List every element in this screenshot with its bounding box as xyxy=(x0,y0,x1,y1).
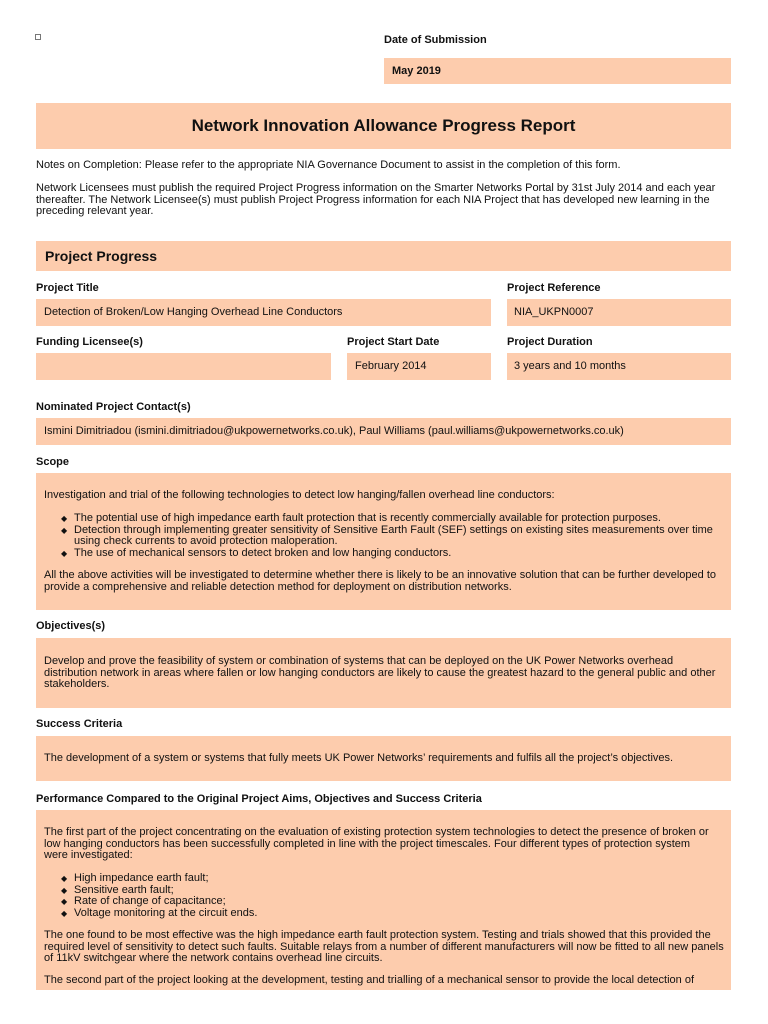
performance-item-text: Rate of change of capacitance; xyxy=(74,895,226,907)
project-start-date-field xyxy=(347,353,491,380)
nominated-contact-value: Ismini Dimitriadou (ismini.dimitriadou@ukpowernetworks.co.uk), Paul Williams (paul.williams@ukpowernetworks.co.uk) xyxy=(44,425,624,437)
performance-item-text: Voltage monitoring at the circuit ends. xyxy=(74,906,258,919)
bullet-icon: ◆ xyxy=(61,885,68,895)
bullet-icon: ◆ xyxy=(61,897,68,906)
success-criteria-label: Success Criteria xyxy=(36,718,123,730)
list-item xyxy=(36,908,721,920)
objectives-label: Objectives(s) xyxy=(36,620,106,632)
nominated-contact-field xyxy=(36,418,731,445)
scope-item-text: The use of mechanical sensors to detect broken and low hanging conductors. xyxy=(74,546,452,559)
corner-marker xyxy=(35,34,41,40)
performance-para-3: The second part of the project looking at the development, testing and trialling of a mechanical sensor to provide the local detection of xyxy=(44,974,695,986)
project-title-label: Project Title xyxy=(36,282,99,294)
project-reference-value: NIA_UKPN0007 xyxy=(514,306,594,318)
list-item xyxy=(36,525,721,548)
performance-list xyxy=(36,873,721,919)
project-start-date-value: February 2014 xyxy=(355,360,427,372)
performance-item-text: Sensitive earth fault; xyxy=(74,883,174,896)
project-reference-field xyxy=(507,299,731,326)
objectives-box xyxy=(36,638,731,708)
project-reference-label: Project Reference xyxy=(507,282,601,294)
project-duration-value: 3 years and 10 months xyxy=(514,360,626,372)
scope-outro: All the above activities will be investigated to determine whether there is likely to be an innovative solution that can be further developed to provide a comprehensive and reliable detection method for deployment on distribution networks. xyxy=(44,569,717,593)
bullet-icon: ◆ xyxy=(61,514,68,523)
project-start-date-label: Project Start Date xyxy=(347,336,440,348)
performance-para-2: The one found to be most effective was the high impedance earth fault protection system. Testing and trials showed that this provided the required level of sensitivity to detect such faults. Suitable relays from a number of different manufacturers will now be fitted to all new panels of 11kV switchgear where the network contains overhead line circuits. xyxy=(44,929,724,964)
project-progress-banner xyxy=(36,241,731,271)
performance-box xyxy=(36,810,731,990)
bullet-icon: ◆ xyxy=(61,548,68,558)
project-duration-field xyxy=(507,353,731,380)
performance-label: Performance Compared to the Original Project Aims, Objectives and Success Criteria xyxy=(36,793,482,805)
performance-para-1: The first part of the project concentrating on the evaluation of existing protection system technologies to detect the presence of broken or low hanging conductors has been successfully completed in line with the project timescales. Four different types of protection system were investigated: xyxy=(44,826,709,861)
bullet-icon: ◆ xyxy=(61,908,68,918)
scope-item-text: Detection through implementing greater sensitivity of Sensitive Earth Fault (SEF) settings on existing sites measurements over time using check currents to avoid protection maloperation. xyxy=(74,523,713,547)
date-of-submission-label: Date of Submission xyxy=(384,34,487,46)
report-title: Network Innovation Allowance Progress Report xyxy=(191,116,576,135)
performance-item-text: High impedance earth fault; xyxy=(74,872,209,884)
project-title-value: Detection of Broken/Low Hanging Overhead Line Conductors xyxy=(44,306,343,318)
scope-label: Scope xyxy=(36,456,70,468)
list-item xyxy=(36,548,721,560)
scope-box xyxy=(36,473,731,610)
date-of-submission-field xyxy=(384,58,731,84)
notes-line-1: Notes on Completion: Please refer to the appropriate NIA Governance Document to assist in the completion of this form. xyxy=(36,159,621,171)
scope-list xyxy=(36,513,721,559)
objectives-text: Develop and prove the feasibility of system or combination of systems that can be deployed on the UK Power Networks overhead distribution network in areas where fallen or low hanging conductors are likely to cause the greatest hazard to the general public and other stakeholders. xyxy=(44,655,716,690)
scope-item-text: The potential use of high impedance earth fault protection that is recently commercially available for protection purposes. xyxy=(74,512,661,524)
bullet-icon: ◆ xyxy=(61,874,68,883)
notes-line-2: Network Licensees must publish the required Project Progress information on the Smarter Networks Portal by 31st July 2014 and each year thereafter. The Network Licensee(s) must publish Project Progress information for each NIA Project that has developed new learning in the preceding relevant year. xyxy=(36,182,716,217)
project-duration-label: Project Duration xyxy=(507,336,593,348)
success-criteria-box xyxy=(36,736,731,781)
success-criteria-text: The development of a system or systems that fully meets UK Power Networks’ requirements and fulfils all the project’s objectives. xyxy=(44,752,674,764)
nominated-contact-label: Nominated Project Contact(s) xyxy=(36,401,191,413)
bullet-icon: ◆ xyxy=(61,525,68,535)
project-progress-heading: Project Progress xyxy=(45,248,158,264)
scope-intro: Investigation and trial of the following technologies to detect low hanging/fallen overhead line conductors: xyxy=(44,489,555,501)
funding-licensee-label: Funding Licensee(s) xyxy=(36,336,143,348)
report-title-banner xyxy=(36,103,731,149)
funding-licensee-field xyxy=(36,353,331,380)
date-of-submission-value: May 2019 xyxy=(392,65,441,77)
project-title-field xyxy=(36,299,491,326)
